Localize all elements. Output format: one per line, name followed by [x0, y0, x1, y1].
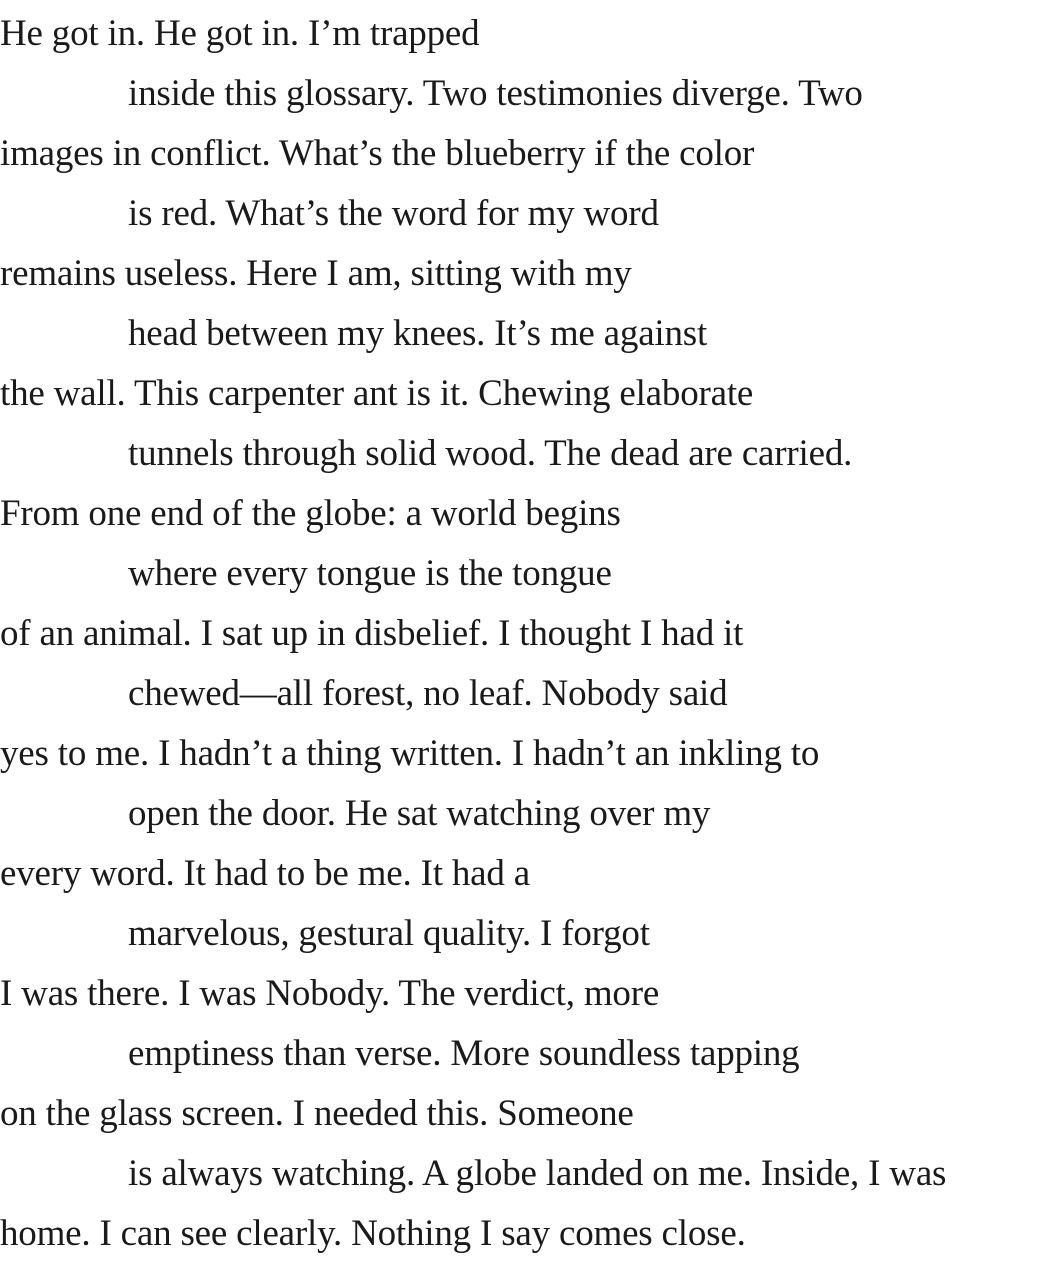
poem-line: inside this glossary. Two testimonies diverge. Two [128, 73, 863, 114]
poem-line: He got in. He got in. I’m trapped [0, 13, 480, 54]
poem-line: on the glass screen. I needed this. Someone [0, 1093, 634, 1134]
poem-line: head between my knees. It’s me against [128, 313, 708, 354]
poem-line: tunnels through solid wood. The dead are carried. [128, 433, 853, 474]
poem-line: I was there. I was Nobody. The verdict, more [0, 973, 660, 1014]
poem-line: chewed—all forest, no leaf. Nobody said [128, 673, 728, 714]
poem-line: yes to me. I hadn’t a thing written. I hadn’t an inkling to [0, 733, 820, 774]
poem-line: open the door. He sat watching over my [128, 793, 711, 834]
poem-line: emptiness than verse. More soundless tapping [128, 1033, 800, 1074]
poem-line: the wall. This carpenter ant is it. Chewing elaborate [0, 373, 754, 414]
poem-line: From one end of the globe: a world begins [0, 493, 621, 534]
poem-line: marvelous, gestural quality. I forgot [128, 913, 650, 954]
poem-line: images in conflict. What’s the blueberry if the color [0, 133, 755, 174]
poem-line: of an animal. I sat up in disbelief. I thought I had it [0, 613, 744, 654]
poem-line: remains useless. Here I am, sitting with my [0, 253, 632, 294]
poem-line: is red. What’s the word for my word [128, 193, 659, 234]
poem-line: every word. It had to be me. It had a [0, 853, 530, 894]
poem-line: home. I can see clearly. Nothing I say comes close. [0, 1213, 746, 1254]
poem-line: where every tongue is the tongue [128, 553, 612, 594]
poem-line: is always watching. A globe landed on me. Inside, I was [128, 1153, 947, 1194]
